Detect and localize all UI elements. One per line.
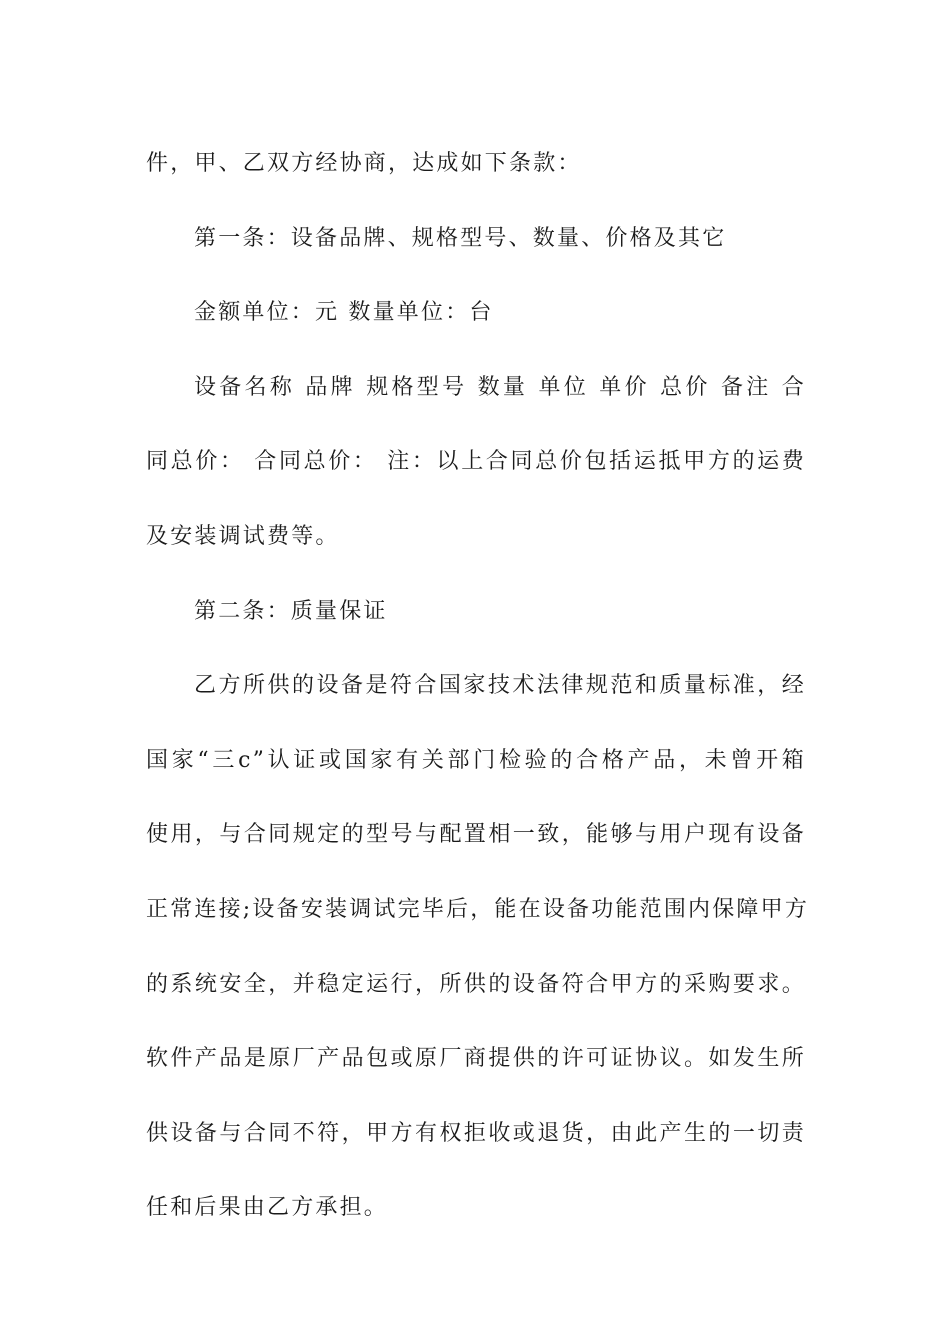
text-line: 软件产品是原厂产品包或原厂商提供的许可证协议。如发生所: [146, 1046, 806, 1072]
clause-heading-2: 第二条：质量保证: [194, 598, 388, 624]
text-line: 供设备与合同不符，甲方有权拒收或退货，由此产生的一切责: [146, 1120, 806, 1146]
text-line: 任和后果由乙方承担。: [146, 1195, 389, 1221]
text-line: 的系统安全，并稳定运行，所供的设备符合甲方的采购要求。: [146, 971, 806, 997]
text-line: 正常连接;设备安装调试完毕后，能在设备功能范围内保障甲方: [146, 896, 810, 922]
text-line: 设备名称 品牌 规格型号 数量 单位 单价 总价 备注 合: [194, 374, 806, 400]
text-line: 国家“三c”认证或国家有关部门检验的合格产品，未曾开箱: [146, 747, 806, 773]
contract-text: [146, 127, 810, 1246]
text-line: 乙方所供的设备是符合国家技术法律规范和质量标准，经: [194, 673, 806, 699]
unit-note: 金额单位：元 数量单位：台: [194, 300, 494, 326]
clause-heading-1: 第一条：设备品牌、规格型号、数量、价格及其它: [194, 225, 727, 251]
text-line: 件，甲、乙双方经协商，达成如下条款：: [146, 151, 582, 176]
text-line: 同总价： 合同总价： 注：以上合同总价包括运抵甲方的运费: [146, 449, 806, 475]
text-line: 使用，与合同规定的型号与配置相一致，能够与用户现有设备: [146, 822, 806, 848]
text-line: 及安装调试费等。: [146, 523, 340, 549]
